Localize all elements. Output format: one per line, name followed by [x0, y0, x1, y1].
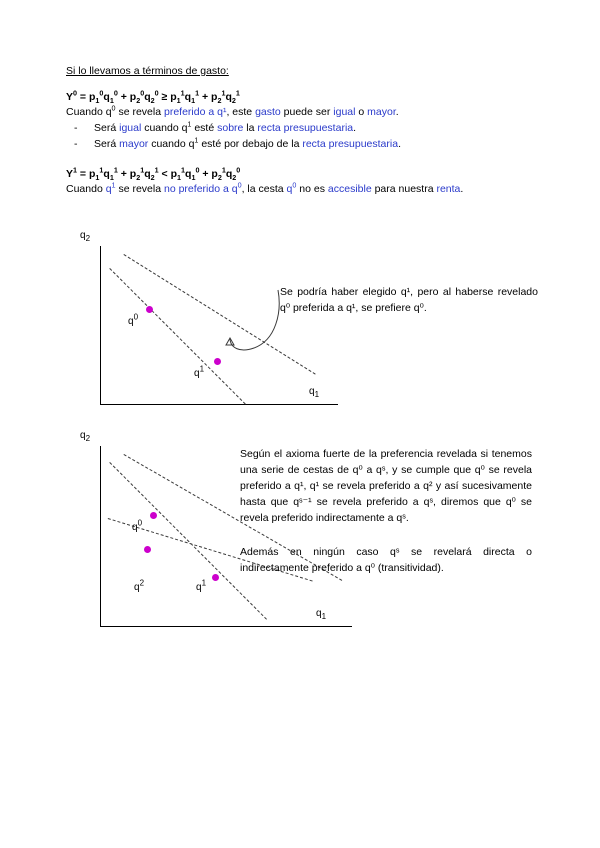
list-item [66, 120, 536, 136]
p2-mid: se revela [115, 183, 164, 195]
chart1-x-axis [100, 404, 338, 405]
equation-2: $Y^1 = p_1^1q_1^1 + p_2^1q_2^1 < p_1^1q_1^0 + p_2^1q_2^0$ [66, 165, 241, 183]
b1-suffix: . [353, 122, 357, 134]
paragraph-1 [66, 105, 536, 120]
chart2-x-axis-label: $q_1$ [316, 608, 327, 621]
b2-suffix: . [398, 138, 401, 150]
p1-mid-3: o [355, 106, 368, 118]
chart2-label-q1: $q^1$ [196, 578, 207, 593]
p2-link-5[interactable]: renta [436, 183, 461, 195]
b2-link-2[interactable]: recta presupuestaria [302, 138, 399, 150]
chart2-label-q0: $q^0$ [132, 518, 143, 533]
bullet-list [66, 120, 536, 152]
b1-link-3[interactable]: recta presupuestaria [257, 122, 354, 134]
chart1-x-axis-label: $q_1$ [309, 386, 320, 399]
p2-mid-2: , la cesta [241, 183, 287, 195]
b2-prefix: Será [94, 138, 120, 150]
b1-link-1[interactable]: igual [119, 122, 142, 134]
equation-1: $Y^0 = p_1^0q_1^0 + p_2^0q_2^0 \ge p_1^1q_1^1 + p_2^1q_2^1$ [66, 88, 240, 106]
b1-link-2[interactable]: sobre [217, 122, 244, 134]
chart1-y-axis-label: $q_2$ [80, 230, 91, 243]
p2-mid-4: para nuestra [371, 183, 437, 195]
chart2-annotation-1: Según el axioma fuerte de la preferencia revelada si tenemos una serie de cestas de q⁰ a qˢ, y se cumple que q⁰ se revela preferido a q¹, q¹ se revela preferido a q² y así sucesivamente hasta que qˢ⁻¹ se revela preferido a qˢ, diremos que q⁰ se revela preferido indirectamente a qˢ. [240, 448, 532, 524]
p1-suffix: . [395, 106, 399, 118]
p1-link-3[interactable]: igual [333, 106, 356, 118]
bullet-dash: - [74, 138, 78, 150]
chart2-y-axis [100, 446, 101, 626]
p1-link-1[interactable]: preferido a q¹ [164, 106, 227, 118]
paragraph-2 [66, 182, 536, 197]
p2-link-4[interactable]: accesible [327, 183, 372, 195]
p2-mid-3: no es [296, 183, 328, 195]
bullet-dash: - [74, 122, 78, 134]
p1-mid-2: puede ser [280, 106, 334, 118]
text-block [66, 64, 536, 197]
b1-prefix: Será [94, 122, 120, 134]
chart1-label-q0: $q^0$ [128, 312, 139, 327]
chart2-label-q2: $q^2$ [134, 578, 145, 593]
p2-link-2[interactable]: no preferido a $q^0$ [164, 180, 242, 195]
chart2-annotation-2: Además en ningún caso qˢ se revelará directa o indirectamente preferido a q⁰ (transitividad). [240, 546, 532, 574]
intro-heading-text: Si lo llevamos a términos de gasto: [66, 65, 229, 77]
b1-mid: cuando $q^1$ esté [141, 119, 218, 134]
p1-prefix: Cuando $q^0$ se revela [66, 103, 164, 118]
chart1-point-q0 [146, 306, 153, 313]
chart1-label-q1: $q^1$ [194, 364, 205, 379]
chart2-point-q0 [150, 512, 157, 519]
chart2-point-q2 [144, 546, 151, 553]
p2-link-3[interactable]: $q^0$ [286, 180, 297, 195]
p2-link-1[interactable]: $q^1$ [105, 180, 116, 195]
p2-prefix: Cuando [66, 183, 106, 195]
chart2-x-axis [100, 626, 352, 627]
chart1-y-axis [100, 246, 101, 404]
chart-1 [66, 228, 536, 418]
p1-mid: , este [226, 106, 256, 118]
b1-mid-2: la [243, 122, 258, 134]
chart1-annotation: Se podría haber elegido q¹, pero al haberse revelado q⁰ preferida a q¹, se prefiere q⁰. [280, 286, 538, 314]
chart2-y-axis-label: $q_2$ [80, 430, 91, 443]
chart2-point-q1 [212, 574, 219, 581]
chart1-pointer-curve [196, 286, 286, 370]
p2-suffix: . [460, 183, 464, 195]
chart-2 [66, 426, 536, 646]
intro-heading [66, 64, 536, 79]
list-item [66, 136, 536, 152]
p1-link-4[interactable]: mayor [367, 106, 396, 118]
p1-link-2[interactable]: gasto [255, 106, 281, 118]
b2-link-1[interactable]: mayor [119, 138, 149, 150]
b2-mid: cuando $q^1$ esté por debajo de la [148, 135, 303, 150]
